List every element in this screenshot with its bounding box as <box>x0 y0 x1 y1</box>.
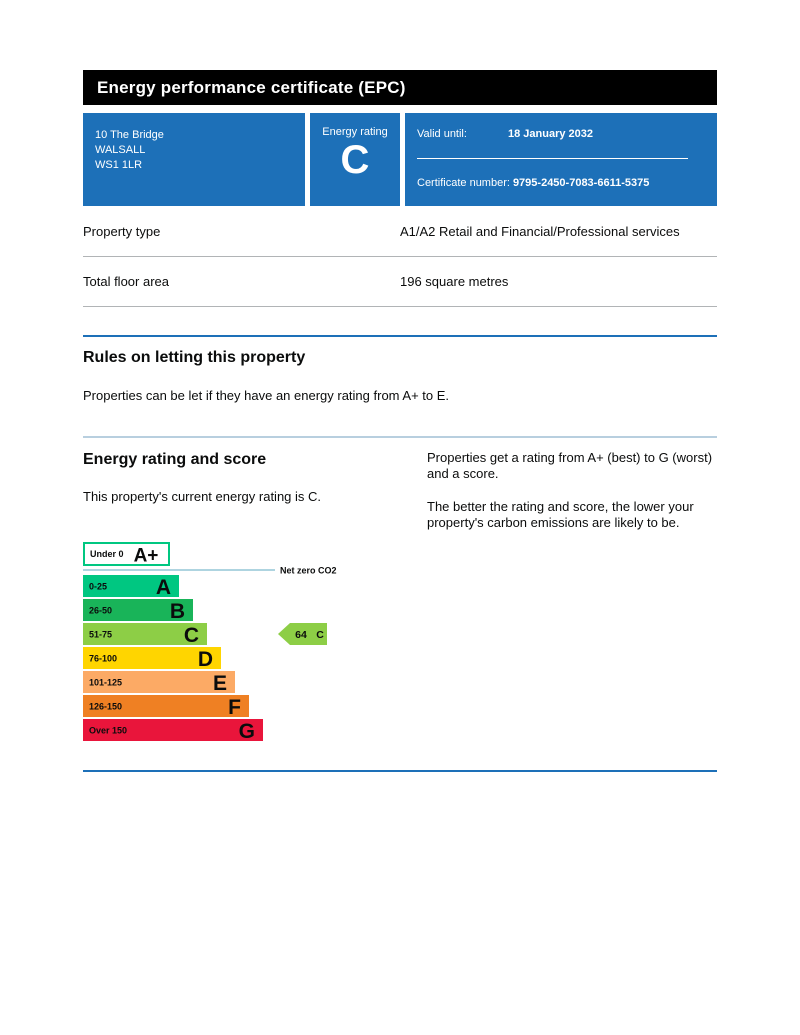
valid-until-label: Valid until: <box>417 128 467 140</box>
band-f-letter: F <box>228 696 241 719</box>
band-d-letter: D <box>197 648 213 671</box>
bottom-divider <box>83 770 717 772</box>
current-score-letter: C <box>316 629 324 641</box>
table-row-floor-area <box>83 257 717 307</box>
energy-rating-panel <box>310 113 400 206</box>
section-divider-light <box>83 436 717 438</box>
section-divider <box>83 335 717 337</box>
current-score-value: 64 <box>295 629 307 641</box>
property-address <box>83 113 305 206</box>
current-rating-text: This property's current energy rating is C. <box>83 489 322 504</box>
table-row-property-type <box>83 207 717 257</box>
energy-rating-value: C <box>340 138 370 182</box>
band-d-range: 76-100 <box>89 653 118 664</box>
band-a-plus-letter: A+ <box>133 545 159 567</box>
floor-area-value: 196 square metres <box>400 274 509 289</box>
band-e-range: 101-125 <box>89 677 123 688</box>
band-e-letter: E <box>212 672 227 695</box>
address-line-3: WS1 1LR <box>95 159 143 171</box>
band-b-range: 26-50 <box>89 605 113 616</box>
property-type-value: A1/A2 Retail and Financial/Professional services <box>400 224 680 239</box>
certificate-number-value: 9795-2450-7083-6611-5375 <box>512 177 650 189</box>
validity-panel-divider <box>417 158 688 159</box>
energy-rating-label: Energy rating <box>322 126 388 138</box>
property-details <box>83 207 717 307</box>
band-g-range: Over 150 <box>89 725 128 736</box>
floor-area-label: Total floor area <box>83 274 169 289</box>
rating-explanation-column <box>427 450 723 548</box>
band-f-range: 126-150 <box>89 701 123 712</box>
page-title: Energy performance certificate (EPC) <box>97 78 406 97</box>
address-line-2: WALSALL <box>95 144 146 156</box>
band-b-letter: B <box>169 600 185 623</box>
band-c-letter: C <box>183 624 199 647</box>
net-zero-label: Net zero CO2 <box>280 565 337 576</box>
address-line-1: 10 The Bridge <box>95 129 164 141</box>
rating-section-heading: Energy rating and score <box>83 451 267 468</box>
rating-explanation-2: The better the rating and score, the lower your property's carbon emissions are likely to be. <box>427 499 694 530</box>
band-c-range: 51-75 <box>89 629 113 640</box>
band-a-range: 0-25 <box>89 581 108 592</box>
band-a-letter: A <box>155 576 171 599</box>
certificate-summary-panel <box>83 113 717 206</box>
rules-section-heading: Rules on letting this property <box>83 349 306 366</box>
band-a-plus-range: Under 0 <box>90 549 124 559</box>
rules-section-body: Properties can be let if they have an energy rating from A+ to E. <box>83 388 450 403</box>
certificate-number-row <box>417 177 717 190</box>
epc-rating-chart <box>83 538 423 744</box>
valid-until-row <box>417 128 717 141</box>
validity-panel <box>405 113 717 206</box>
page-title-bar <box>83 70 717 105</box>
valid-until-value: 18 January 2032 <box>508 128 594 140</box>
rating-explanation-1: Properties get a rating from A+ (best) to G (worst) and a score. <box>427 450 713 481</box>
certificate-number-label: Certificate number: <box>417 177 510 189</box>
property-type-label: Property type <box>83 224 161 239</box>
band-g-letter: G <box>238 720 255 743</box>
